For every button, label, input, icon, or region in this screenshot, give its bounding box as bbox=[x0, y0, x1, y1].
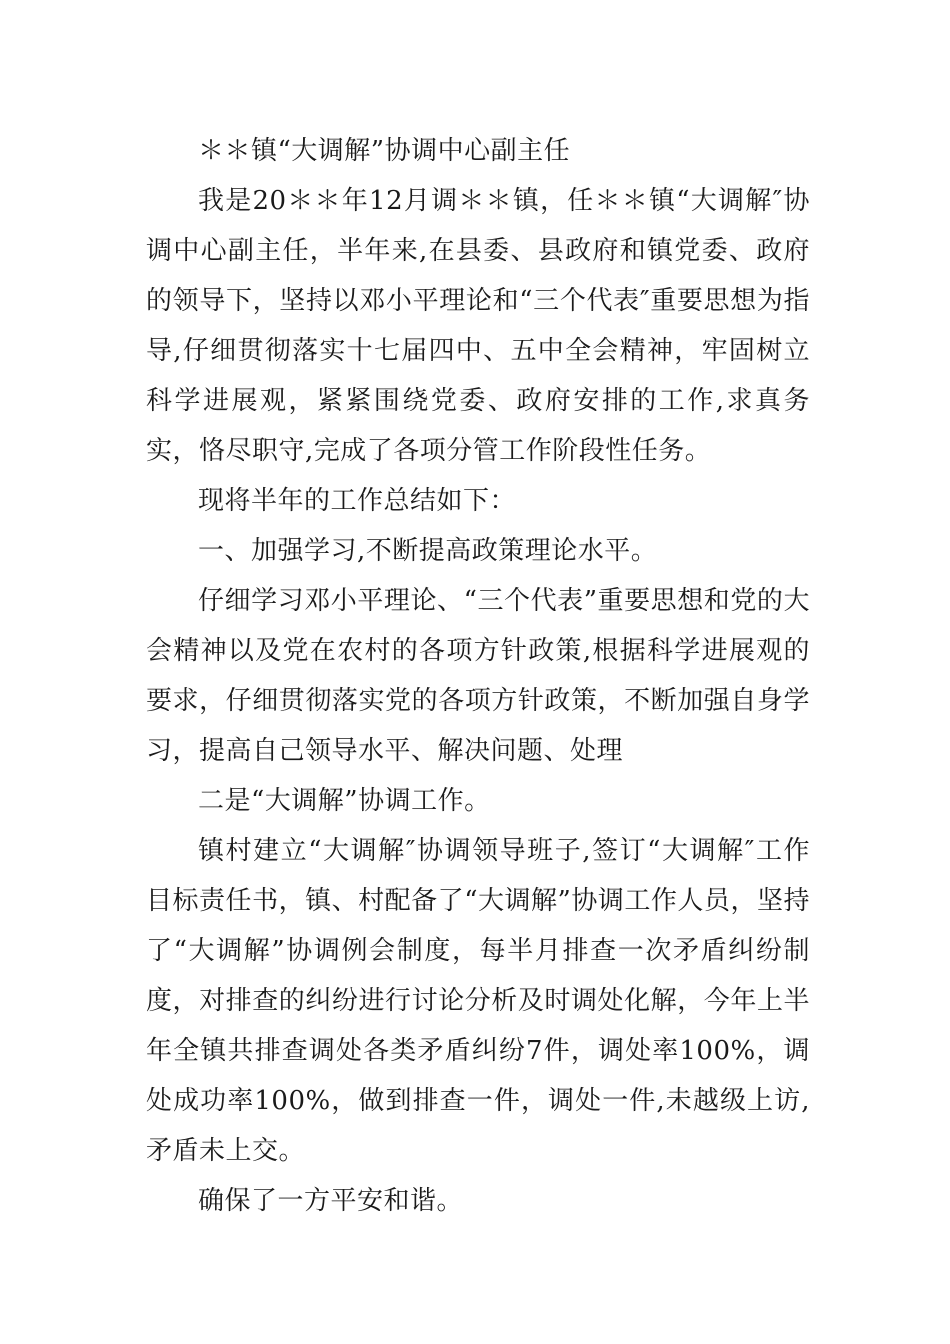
section-heading-2: 二是“大调解”协调工作。 bbox=[198, 786, 491, 816]
paragraph-intro: 我是20＊＊年12月调＊＊镇，任＊＊镇“大调解″协调中心副主任，半年来,在县委、县政府和镇党委、政府的领导下，坚持以邓小平理论和“三个代表″重要思想为指导,仔细贯彻落实十七届四中、五中全会精神，牢固树立科学进展观，紧紧围绕党委、政府安排的工作,求真务实，恪尽职守,完成了各项分管工作阶段性任务。 bbox=[146, 186, 810, 466]
document-title: ＊＊镇“大调解”协调中心副主任 bbox=[198, 136, 571, 166]
paragraph-summary-lead: 现将半年的工作总结如下： bbox=[198, 486, 517, 516]
paragraph-mediation: 镇村建立“大调解″协调领导班子,签订“大调解″工作目标责任书，镇、村配备了“大调解”协调工作人员，坚持了“大调解”协调例会制度，每半月排查一次矛盾纠纷制度，对排查的纠纷进行讨论分析及时调处化解，今年上半年全镇共排查调处各类矛盾纠纷7件，调处率100%，调处成功率100%，做到排查一件，调处一件,未越级上访,矛盾未上交。 bbox=[146, 836, 810, 1166]
paragraph-study: 仔细学习邓小平理论、“三个代表”重要思想和党的大会精神以及党在农村的各项方针政策,根据科学进展观的要求，仔细贯彻落实党的各项方针政策，不断加强自身学习，提高自己领导水平、解决问题、处理 bbox=[146, 586, 810, 766]
paragraph-closing: 确保了一方平安和谐。 bbox=[198, 1186, 464, 1216]
section-heading-1: 一、加强学习,不断提高政策理论水平。 bbox=[198, 536, 658, 566]
document-body bbox=[146, 126, 810, 1226]
